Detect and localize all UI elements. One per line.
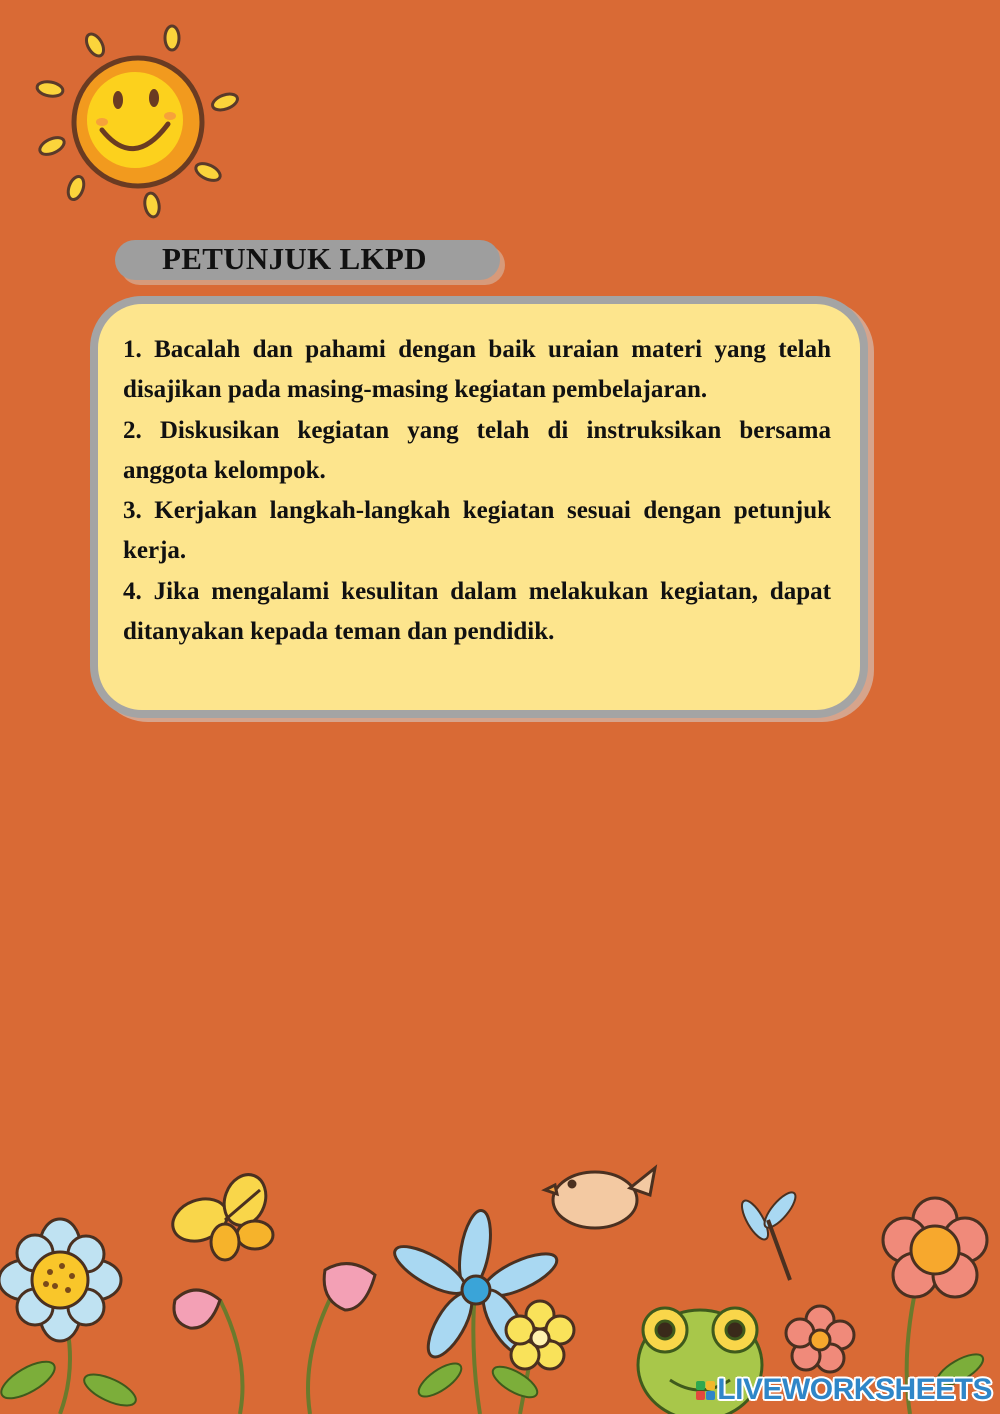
instruction-item-2: 2. Diskusikan kegiatan yang telah di instruksikan bersama anggota kelompok. <box>123 416 831 484</box>
liveworksheets-logo-icon <box>696 1381 715 1400</box>
watermark <box>696 1372 992 1408</box>
instructions-box <box>90 296 868 718</box>
butterfly-icon <box>167 1169 273 1260</box>
title-banner <box>115 240 500 280</box>
flower-icon <box>0 1219 121 1341</box>
instructions-list <box>123 330 831 652</box>
dragonfly-icon <box>737 1188 800 1280</box>
watermark-text: LIVEWORKSHEETS <box>717 1373 992 1406</box>
instruction-item-4: 4. Jika mengalami kesulitan dalam melakukan kegiatan, dapat ditanyakan kepada teman dan pendidik. <box>123 577 831 646</box>
instruction-item-3: 3. Kerjakan langkah-langkah kegiatan sesuai dengan petunjuk kerja. <box>123 497 831 565</box>
bird-icon <box>545 1168 655 1228</box>
sun-icon <box>30 20 250 230</box>
page-title: PETUNJUK LKPD <box>162 241 427 276</box>
instruction-item-1: 1. Bacalah dan pahami dengan baik uraian materi yang telah disajikan pada masing-masing kegiatan pembelajaran. <box>123 336 831 404</box>
